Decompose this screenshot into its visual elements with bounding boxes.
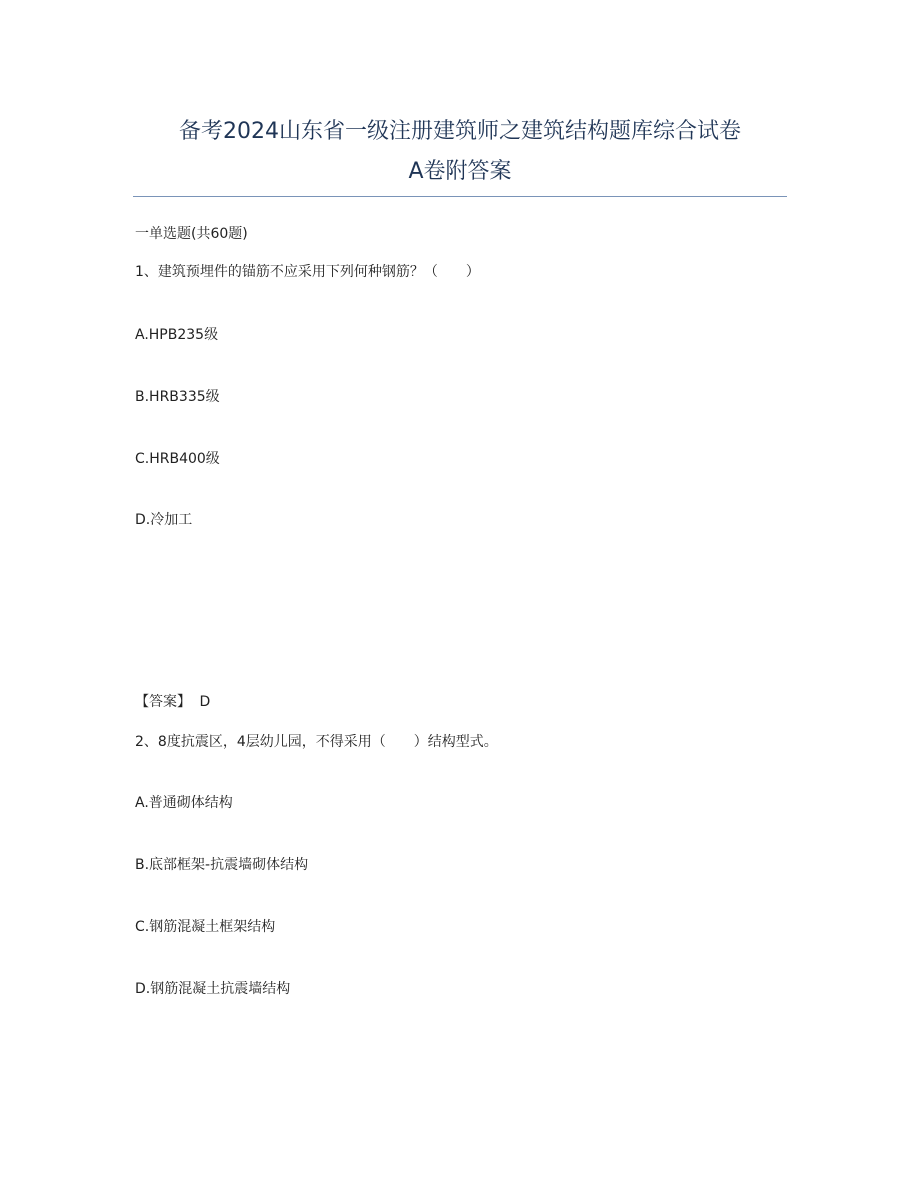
answer-value: D (199, 694, 211, 710)
question-1-option-a: A.HPB235级 (135, 327, 219, 343)
question-2-option-b: B.底部框架-抗震墙砌体结构 (135, 857, 309, 873)
question-2-option-a: A.普通砌体结构 (135, 795, 233, 811)
question-2-stem: 2、8度抗震区，4层幼儿园，不得采用（ ）结构型式。 (135, 734, 498, 750)
title-divider (133, 196, 787, 197)
question-1-answer (135, 692, 210, 712)
answer-label: 【答案】 (135, 694, 191, 710)
question-1-option-c: C.HRB400级 (135, 451, 220, 467)
question-1-option-d: D.冷加工 (135, 512, 193, 528)
section-heading: 一单选题(共60题) (135, 226, 248, 242)
question-2-option-d: D.钢筋混凝土抗震墙结构 (135, 981, 291, 997)
question-2-option-c: C.钢筋混凝土框架结构 (135, 919, 276, 935)
question-1-option-b: B.HRB335级 (135, 389, 220, 405)
document-title-line-2: A卷附答案 (408, 159, 512, 184)
document-title-line-1: 备考2024山东省一级注册建筑师之建筑结构题库综合试卷 (179, 119, 741, 144)
question-1-stem: 1、建筑预埋件的锚筋不应采用下列何种钢筋？（ ） (135, 264, 480, 280)
